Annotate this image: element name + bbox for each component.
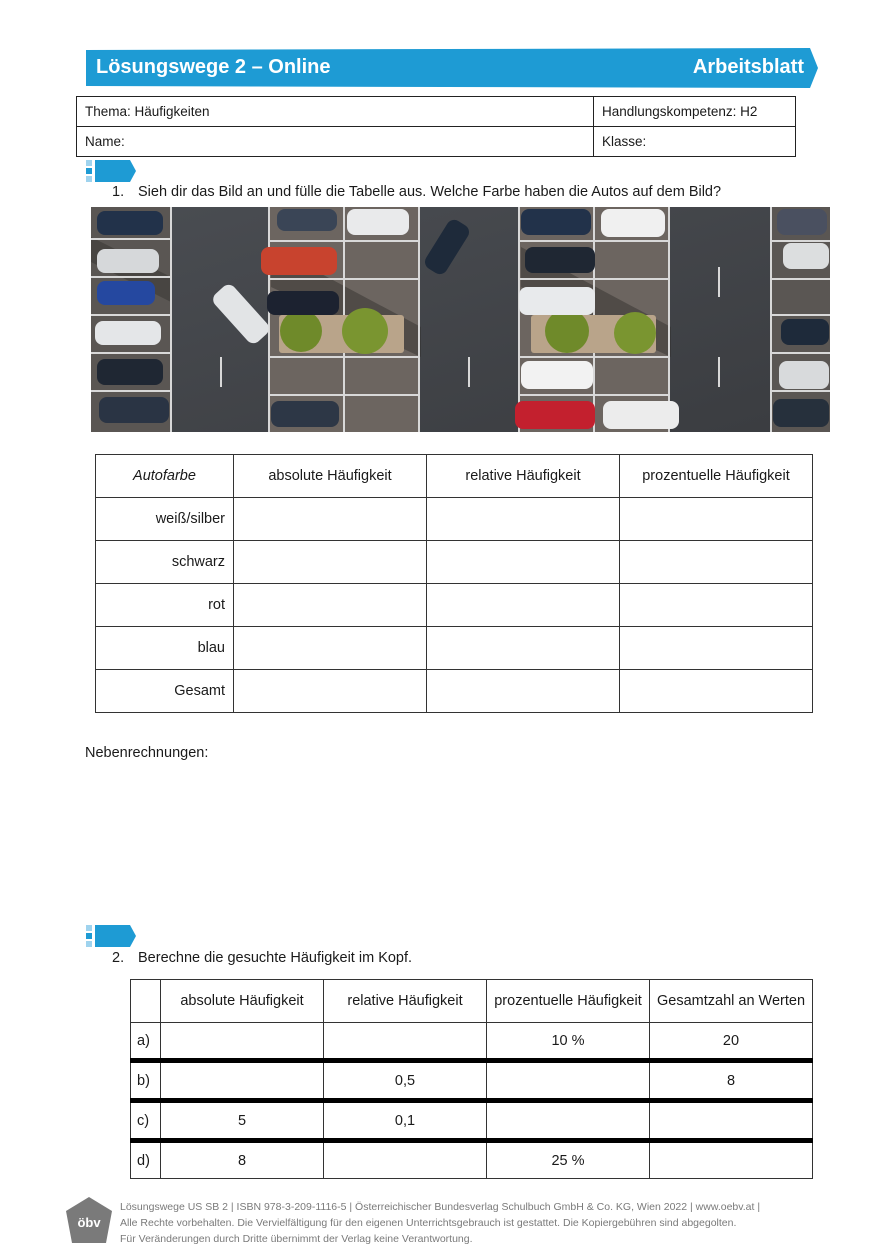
answer-cell[interactable] [427,584,620,627]
row-label: a) [131,1023,161,1061]
table-row [131,1101,813,1141]
task1-instruction [112,184,721,200]
answer-cell[interactable] [427,541,620,584]
header-relative: relative Häufigkeit [324,980,487,1023]
table-row [96,627,813,670]
answer-cell[interactable] [620,670,813,713]
value-cell: 20 [650,1023,813,1061]
footer-line: Für Veränderungen durch Dritte übernimmt der Verlag keine Verantwortung. [120,1233,473,1245]
name-field[interactable]: Name: [77,127,594,157]
row-label: schwarz [96,541,234,584]
task2-number: 2. [112,950,125,966]
section-marker-icon [86,925,138,947]
value-cell: 5 [161,1101,324,1141]
table-row [131,1023,813,1061]
page-title: Lösungswege 2 – Online [96,56,331,78]
header-empty [131,980,161,1023]
answer-cell[interactable] [650,1141,813,1179]
task1-text: Sieh dir das Bild an und fülle die Tabelle aus. Welche Farbe haben die Autos auf dem Bild? [138,184,722,200]
answer-cell[interactable] [620,584,813,627]
row-label: rot [96,584,234,627]
topic-cell: Thema: Häufigkeiten [77,97,594,127]
parking-lot-photo [91,207,830,432]
answer-cell[interactable] [487,1061,650,1101]
table-row [96,584,813,627]
header-total: Gesamtzahl an Werten [650,980,813,1023]
answer-cell[interactable] [620,541,813,584]
row-label: c) [131,1101,161,1141]
header-percentage: prozentuelle Häufigkeit [487,980,650,1023]
footer [120,1199,820,1247]
answer-cell[interactable] [620,627,813,670]
header-car-color: Autofarbe [96,455,234,498]
row-label: blau [96,627,234,670]
color-frequency-table [95,454,813,713]
competence-cell: Handlungskompetenz: H2 [594,97,796,127]
answer-cell[interactable] [427,627,620,670]
value-cell: 0,5 [324,1061,487,1101]
row-label: Gesamt [96,670,234,713]
logo-text: öbv [77,1215,101,1230]
value-cell: 0,1 [324,1101,487,1141]
header-absolute: absolute Häufigkeit [234,455,427,498]
answer-cell[interactable] [650,1101,813,1141]
mental-calc-table [130,979,813,1179]
answer-cell[interactable] [427,498,620,541]
header-relative: relative Häufigkeit [427,455,620,498]
header-banner [86,48,818,88]
publisher-logo-icon [66,1197,112,1243]
answer-cell[interactable] [234,627,427,670]
row-label: weiß/silber [96,498,234,541]
answer-cell[interactable] [324,1023,487,1061]
table-row [131,1141,813,1179]
footer-line: Alle Rechte vorbehalten. Die Vervielfältigung für den eigenen Unterrichtsgebrauch ist gestattet. Die Kopiergebühren sind abgegolten. [120,1217,737,1229]
task2-text: Berechne die gesuchte Häufigkeit im Kopf. [138,950,413,966]
table-row [131,1061,813,1101]
task2-instruction [112,950,412,966]
class-field[interactable]: Klasse: [594,127,796,157]
answer-cell[interactable] [620,498,813,541]
answer-cell[interactable] [234,498,427,541]
header-percentage: prozentuelle Häufigkeit [620,455,813,498]
answer-cell[interactable] [324,1141,487,1179]
answer-cell[interactable] [487,1101,650,1141]
document-type: Arbeitsblatt [692,56,804,78]
answer-cell[interactable] [234,584,427,627]
answer-cell[interactable] [427,670,620,713]
value-cell: 8 [650,1061,813,1101]
table-row [96,498,813,541]
footer-line: Lösungswege US SB 2 | ISBN 978-3-209-1116-5 | Österreichischer Bundesverlag Schulbuch GmbH & Co. KG, Wien 2022 | www.oebv.at | [120,1201,761,1213]
side-calculations-label: Nebenrechnungen: [85,745,209,761]
row-label: b) [131,1061,161,1101]
value-cell: 10 % [487,1023,650,1061]
value-cell: 25 % [487,1141,650,1179]
row-label: d) [131,1141,161,1179]
section-marker-icon [86,160,138,182]
task1-number: 1. [112,184,125,200]
info-table [76,96,796,157]
answer-cell[interactable] [234,670,427,713]
answer-cell[interactable] [161,1023,324,1061]
value-cell: 8 [161,1141,324,1179]
answer-cell[interactable] [161,1061,324,1101]
header-absolute: absolute Häufigkeit [161,980,324,1023]
table-row [96,670,813,713]
table-row [96,541,813,584]
answer-cell[interactable] [234,541,427,584]
